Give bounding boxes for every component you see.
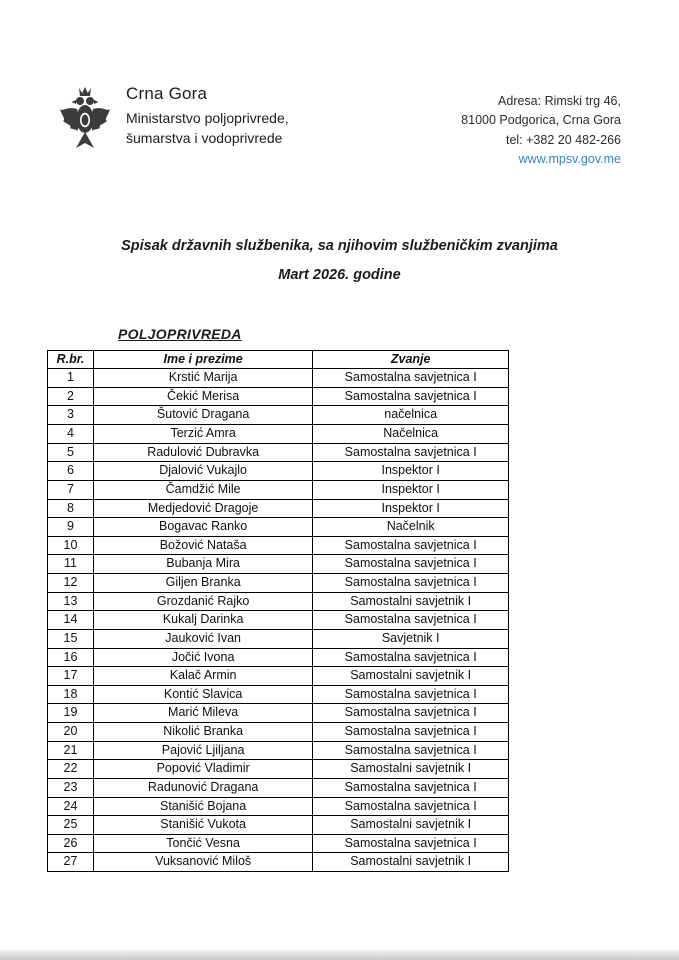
coat-of-arms-icon bbox=[58, 86, 112, 152]
table-header-row bbox=[48, 350, 509, 369]
table-row bbox=[48, 741, 509, 760]
employee-name: Jauković Ivan bbox=[93, 629, 312, 648]
document-subtitle: Mart 2026. godine bbox=[278, 266, 401, 283]
table-row bbox=[48, 574, 509, 593]
table-row bbox=[48, 369, 509, 388]
table-body bbox=[48, 369, 509, 872]
phone-number: tel: +382 20 482-266 bbox=[505, 132, 621, 147]
employee-title: Samostalna savjetnica I bbox=[313, 648, 509, 667]
row-number: 13 bbox=[48, 592, 94, 611]
employee-name: Grozdanić Rajko bbox=[93, 592, 312, 611]
row-number: 5 bbox=[48, 443, 94, 462]
row-number: 7 bbox=[48, 480, 94, 499]
employee-name: Kukalj Darinka bbox=[93, 611, 312, 630]
address-line2: 81000 Podgorica, Crna Gora bbox=[461, 113, 621, 128]
address-line1: Adresa: Rimski trg 46, bbox=[498, 94, 621, 108]
letterhead bbox=[0, 0, 679, 170]
row-number: 25 bbox=[48, 816, 94, 835]
table-row bbox=[48, 685, 509, 704]
employee-name: Nikolić Branka bbox=[93, 723, 312, 742]
employee-name: Stanišić Bojana bbox=[93, 797, 312, 816]
employee-name: Radunović Dragana bbox=[93, 778, 312, 797]
page-bottom-edge bbox=[0, 950, 679, 960]
col-header-zvanje: Zvanje bbox=[313, 350, 509, 369]
row-number: 12 bbox=[48, 574, 94, 593]
row-number: 22 bbox=[48, 760, 94, 779]
org-dept-line2: šumarstva i vodoprivrede bbox=[126, 130, 283, 147]
employee-name: Vuksanović Miloš bbox=[93, 853, 312, 872]
employee-name: Radulović Dubravka bbox=[93, 443, 312, 462]
table-row bbox=[48, 592, 509, 611]
row-number: 17 bbox=[48, 667, 94, 686]
employee-title: Samostalna savjetnica I bbox=[313, 369, 509, 388]
row-number: 27 bbox=[48, 853, 94, 872]
employee-name: Jočić Ivona bbox=[93, 648, 312, 667]
employee-title: Samostalna savjetnica I bbox=[313, 611, 509, 630]
employee-title: Samostalna savjetnica I bbox=[313, 685, 509, 704]
employee-title: Inspektor I bbox=[313, 480, 509, 499]
employee-title: Samostalni savjetnik I bbox=[313, 592, 509, 611]
row-number: 16 bbox=[48, 648, 94, 667]
table-row bbox=[48, 443, 509, 462]
row-number: 14 bbox=[48, 611, 94, 630]
employee-name: Bubanja Mira bbox=[93, 555, 312, 574]
table-row bbox=[48, 648, 509, 667]
document-title-block bbox=[0, 232, 679, 290]
table-row bbox=[48, 816, 509, 835]
employee-name: Bogavac Ranko bbox=[93, 518, 312, 537]
table-row bbox=[48, 518, 509, 537]
table-row bbox=[48, 406, 509, 425]
row-number: 21 bbox=[48, 741, 94, 760]
employee-title: Načelnica bbox=[313, 425, 509, 444]
employee-name: Tončić Vesna bbox=[93, 834, 312, 853]
row-number: 8 bbox=[48, 499, 94, 518]
col-header-rbr: R.br. bbox=[48, 350, 94, 369]
table-row bbox=[48, 704, 509, 723]
employee-name: Pajović Ljiljana bbox=[93, 741, 312, 760]
employee-title: Načelnik bbox=[313, 518, 509, 537]
table-row bbox=[48, 555, 509, 574]
row-number: 26 bbox=[48, 834, 94, 853]
table-row bbox=[48, 499, 509, 518]
row-number: 15 bbox=[48, 629, 94, 648]
employee-title: Samostalni savjetnik I bbox=[313, 853, 509, 872]
row-number: 24 bbox=[48, 797, 94, 816]
table-row bbox=[48, 387, 509, 406]
table-row bbox=[48, 760, 509, 779]
row-number: 11 bbox=[48, 555, 94, 574]
row-number: 23 bbox=[48, 778, 94, 797]
document-title: Spisak državnih službenika, sa njihovim službeničkim zvanjima bbox=[121, 237, 558, 254]
employee-title: Samostalna savjetnica I bbox=[313, 574, 509, 593]
staff-table bbox=[47, 350, 509, 873]
section-heading: POLJOPRIVREDA bbox=[118, 325, 242, 342]
row-number: 10 bbox=[48, 536, 94, 555]
contact-block bbox=[461, 84, 621, 170]
employee-title: Samostalna savjetnica I bbox=[313, 555, 509, 574]
employee-title: Samostalni savjetnik I bbox=[313, 667, 509, 686]
table-row bbox=[48, 834, 509, 853]
employee-name: Šutović Dragana bbox=[93, 406, 312, 425]
table-row bbox=[48, 425, 509, 444]
org-identity bbox=[58, 84, 289, 152]
employee-name: Kalač Armin bbox=[93, 667, 312, 686]
employee-name: Marić Mileva bbox=[93, 704, 312, 723]
row-number: 6 bbox=[48, 462, 94, 481]
employee-title: Samostalna savjetnica I bbox=[313, 834, 509, 853]
row-number: 19 bbox=[48, 704, 94, 723]
employee-title: Inspektor I bbox=[313, 499, 509, 518]
employee-name: Čamdžić Mile bbox=[93, 480, 312, 499]
row-number: 2 bbox=[48, 387, 94, 406]
employee-title: Samostalni savjetnik I bbox=[313, 760, 509, 779]
website-link[interactable]: www.mpsv.gov.me bbox=[518, 152, 621, 167]
employee-title: načelnica bbox=[313, 406, 509, 425]
row-number: 9 bbox=[48, 518, 94, 537]
row-number: 3 bbox=[48, 406, 94, 425]
employee-title: Samostalna savjetnica I bbox=[313, 704, 509, 723]
table-row bbox=[48, 629, 509, 648]
employee-title: Samostalna savjetnica I bbox=[313, 723, 509, 742]
employee-name: Čekić Merisa bbox=[93, 387, 312, 406]
employee-title: Samostalna savjetnica I bbox=[313, 387, 509, 406]
table-row bbox=[48, 667, 509, 686]
employee-title: Savjetnik I bbox=[313, 629, 509, 648]
org-name: Crna Gora bbox=[126, 84, 208, 103]
row-number: 18 bbox=[48, 685, 94, 704]
employee-name: Stanišić Vukota bbox=[93, 816, 312, 835]
employee-name: Giljen Branka bbox=[93, 574, 312, 593]
employee-name: Kontić Slavica bbox=[93, 685, 312, 704]
row-number: 1 bbox=[48, 369, 94, 388]
employee-name: Popović Vladimir bbox=[93, 760, 312, 779]
org-dept-line1: Ministarstvo poljoprivrede, bbox=[126, 110, 289, 126]
employee-name: Božović Nataša bbox=[93, 536, 312, 555]
employee-title: Samostalna savjetnica I bbox=[313, 536, 509, 555]
table-row bbox=[48, 480, 509, 499]
employee-name: Djalović Vukajlo bbox=[93, 462, 312, 481]
table-row bbox=[48, 853, 509, 872]
employee-name: Medjedović Dragoje bbox=[93, 499, 312, 518]
table-row bbox=[48, 778, 509, 797]
col-header-name: Ime i prezime bbox=[93, 350, 312, 369]
table-row bbox=[48, 611, 509, 630]
employee-title: Inspektor I bbox=[313, 462, 509, 481]
employee-name: Terzić Amra bbox=[93, 425, 312, 444]
row-number: 4 bbox=[48, 425, 94, 444]
employee-name: Krstić Marija bbox=[93, 369, 312, 388]
employee-title: Samostalni savjetnik I bbox=[313, 816, 509, 835]
employee-title: Samostalna savjetnica I bbox=[313, 443, 509, 462]
org-text bbox=[126, 84, 289, 149]
table-row bbox=[48, 723, 509, 742]
employee-title: Samostalna savjetnica I bbox=[313, 797, 509, 816]
table-row bbox=[48, 797, 509, 816]
employee-title: Samostalna savjetnica I bbox=[313, 778, 509, 797]
table-row bbox=[48, 462, 509, 481]
row-number: 20 bbox=[48, 723, 94, 742]
employee-title: Samostalna savjetnica I bbox=[313, 741, 509, 760]
table-row bbox=[48, 536, 509, 555]
